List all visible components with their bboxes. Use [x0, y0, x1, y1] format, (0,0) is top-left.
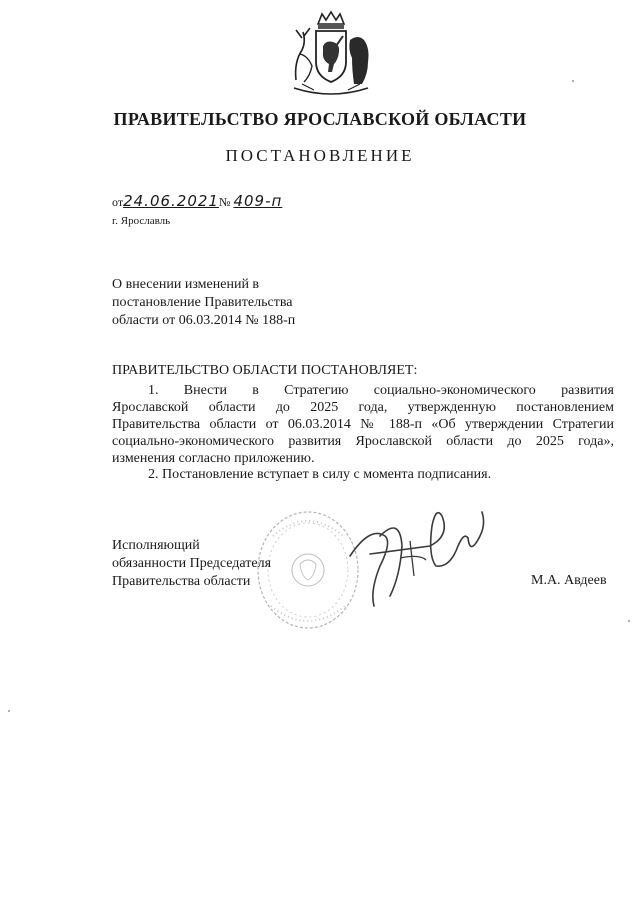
subject-line-2: постановление Правительства [112, 295, 293, 310]
coat-of-arms-icon [288, 10, 374, 98]
subject-line-1: О внесении изменений в [112, 277, 260, 292]
number-prefix: № [218, 195, 231, 209]
date-prefix: от [112, 195, 124, 209]
scan-speck [628, 620, 630, 622]
subject-line-3: области от 06.03.2014 № 188-п [112, 313, 296, 328]
signatory-title-line-1: Исполняющий [112, 538, 200, 553]
signatory-title-line-2: обязанности Председателя [112, 556, 272, 571]
date-number-line [112, 192, 282, 210]
decree-heading: ПРАВИТЕЛЬСТВО ОБЛАСТИ ПОСТАНОВЛЯЕТ: [112, 363, 418, 378]
paragraph-1-line-1: 1. Внести в Стратегию социально-экономического развития [148, 383, 614, 398]
scan-speck [572, 80, 574, 82]
document-type: ПОСТАНОВЛЕНИЕ [225, 146, 415, 165]
paragraph-2: 2. Постановление вступает в силу с момента подписания. [148, 467, 492, 482]
scan-speck [8, 710, 10, 712]
signer-name: М.А. Авдеев [531, 573, 607, 588]
document-number: 409-п [233, 192, 283, 210]
paragraph-1-line-4: социально-экономического развития Ярославской области до 2025 года», [112, 434, 614, 449]
city-line: г. Ярославль [112, 215, 171, 227]
paragraph-1-line-5: изменения согласно приложению. [112, 451, 315, 466]
paragraph-1-line-2: Ярославской области до 2025 года, утвержденную постановлением [112, 400, 614, 415]
handwritten-signature [340, 496, 490, 614]
government-title: ПРАВИТЕЛЬСТВО ЯРОСЛАВСКОЙ ОБЛАСТИ [113, 109, 527, 129]
paragraph-1-line-3: Правительства области от 06.03.2014 № 188-п «Об утверждении Стратегии [112, 417, 614, 432]
signatory-title-line-3: Правительства области [112, 574, 251, 589]
document-date: 24.06.2021 [123, 192, 219, 210]
